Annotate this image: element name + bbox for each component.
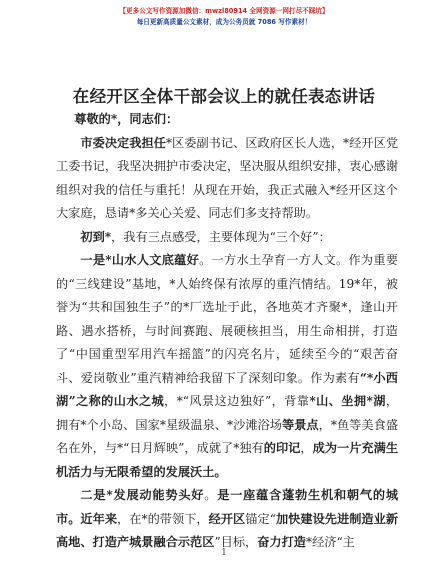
para4-mid: ，在*的带领下， [117, 511, 209, 526]
paragraph-2 [56, 226, 398, 250]
greeting: 尊敬的*，同志们： [74, 112, 179, 126]
para3-mid: ，*“风景这边独好”，背靠 [164, 394, 310, 408]
promo-line-2: 每日更新高质量公文素材，成为公务员就 7086 写作素材！ [136, 18, 312, 26]
para3-mid-4: ， [300, 441, 313, 455]
paragraph-4 [56, 484, 398, 555]
para3-mid-3: ，*鱼等美食盛名在外，与*“日月辉映”，成就了*独有 [56, 417, 399, 455]
para4-bold-3: 加快建设先进制造业新高地、打造产城景融合示范区 [56, 511, 399, 549]
page-number: 1 [221, 548, 227, 558]
para3-lead: 一是*山水人文底蕴好 [80, 253, 200, 267]
paragraph-1 [56, 132, 398, 226]
para3-bold-3: 等景点 [282, 417, 319, 432]
para2-body: ，我有三点感受，主要体现为“三个好”： [111, 229, 331, 244]
paragraph-3 [56, 249, 398, 484]
para3-bold-5: 成为一片充满生机活力与无限希望的发展沃土。 [56, 441, 399, 479]
para4-bold-2: 经开区 [208, 511, 246, 526]
promo-banner [0, 6, 448, 28]
para1-lead: 市委决定我担任 [80, 135, 166, 150]
para3-body: 。一方水土孕育一方人文。作为重要的“三线建设”基地，*人始终保有浓厚的重汽情结。19*年，被誉为“共和国独生子”的*厂选址于此，各地英才齐聚*，逢山开路、遇水搭桥，与时间赛跑、展硬核担当，用生命相拼，打造了“中国重型军用汽车摇篮”的闪亮名片，延续至今的“艰苦奋斗、爱岗敬业”重汽精神给我留下了深刻印象。作为素有 [56, 253, 399, 385]
para4-body: 。 [204, 488, 218, 502]
para3-bold-1: “*小西湖”之称的山水之城 [56, 370, 398, 408]
document-body [56, 108, 398, 555]
para4-mid-2: 锚定“ [245, 511, 276, 526]
document-title: 在经开区全体干部会议上的就任表态讲话 [72, 87, 376, 106]
para3-mid-2: ，拥有*个小岛、国家*星级温泉、*沙滩浴场 [56, 394, 398, 432]
para2-lead: 初到* [80, 229, 112, 244]
para4-mid-3: ”目标， [214, 535, 258, 549]
para3-bold-2: *山、坐拥*湖 [309, 394, 386, 408]
promo-line-1: 【更多公文写作资源加微信：mwzl80914 全网资源一网打尽不踩坑】 [119, 7, 329, 15]
para1-body: *区委副书记、区政府区长人选，*经开区党工委书记，我坚决拥护市委决定，坚决服从组织安排，衷心感谢组织对我的信任与重托！从现在开始，我正式融入*经开区这个大家庭，恳请*多关心关爱、同志们多支持帮助。 [56, 135, 399, 220]
para4-tail: *经济“主 [305, 535, 355, 549]
para4-lead: 二是*发展动能势头好 [80, 488, 205, 502]
para4-bold-1: 是一座蕴含蓬勃生机和朝气的城市。近年来 [56, 488, 399, 526]
para4-bold-4: 奋力打造 [257, 535, 306, 549]
para3-bold-4: 的印记 [263, 441, 301, 455]
